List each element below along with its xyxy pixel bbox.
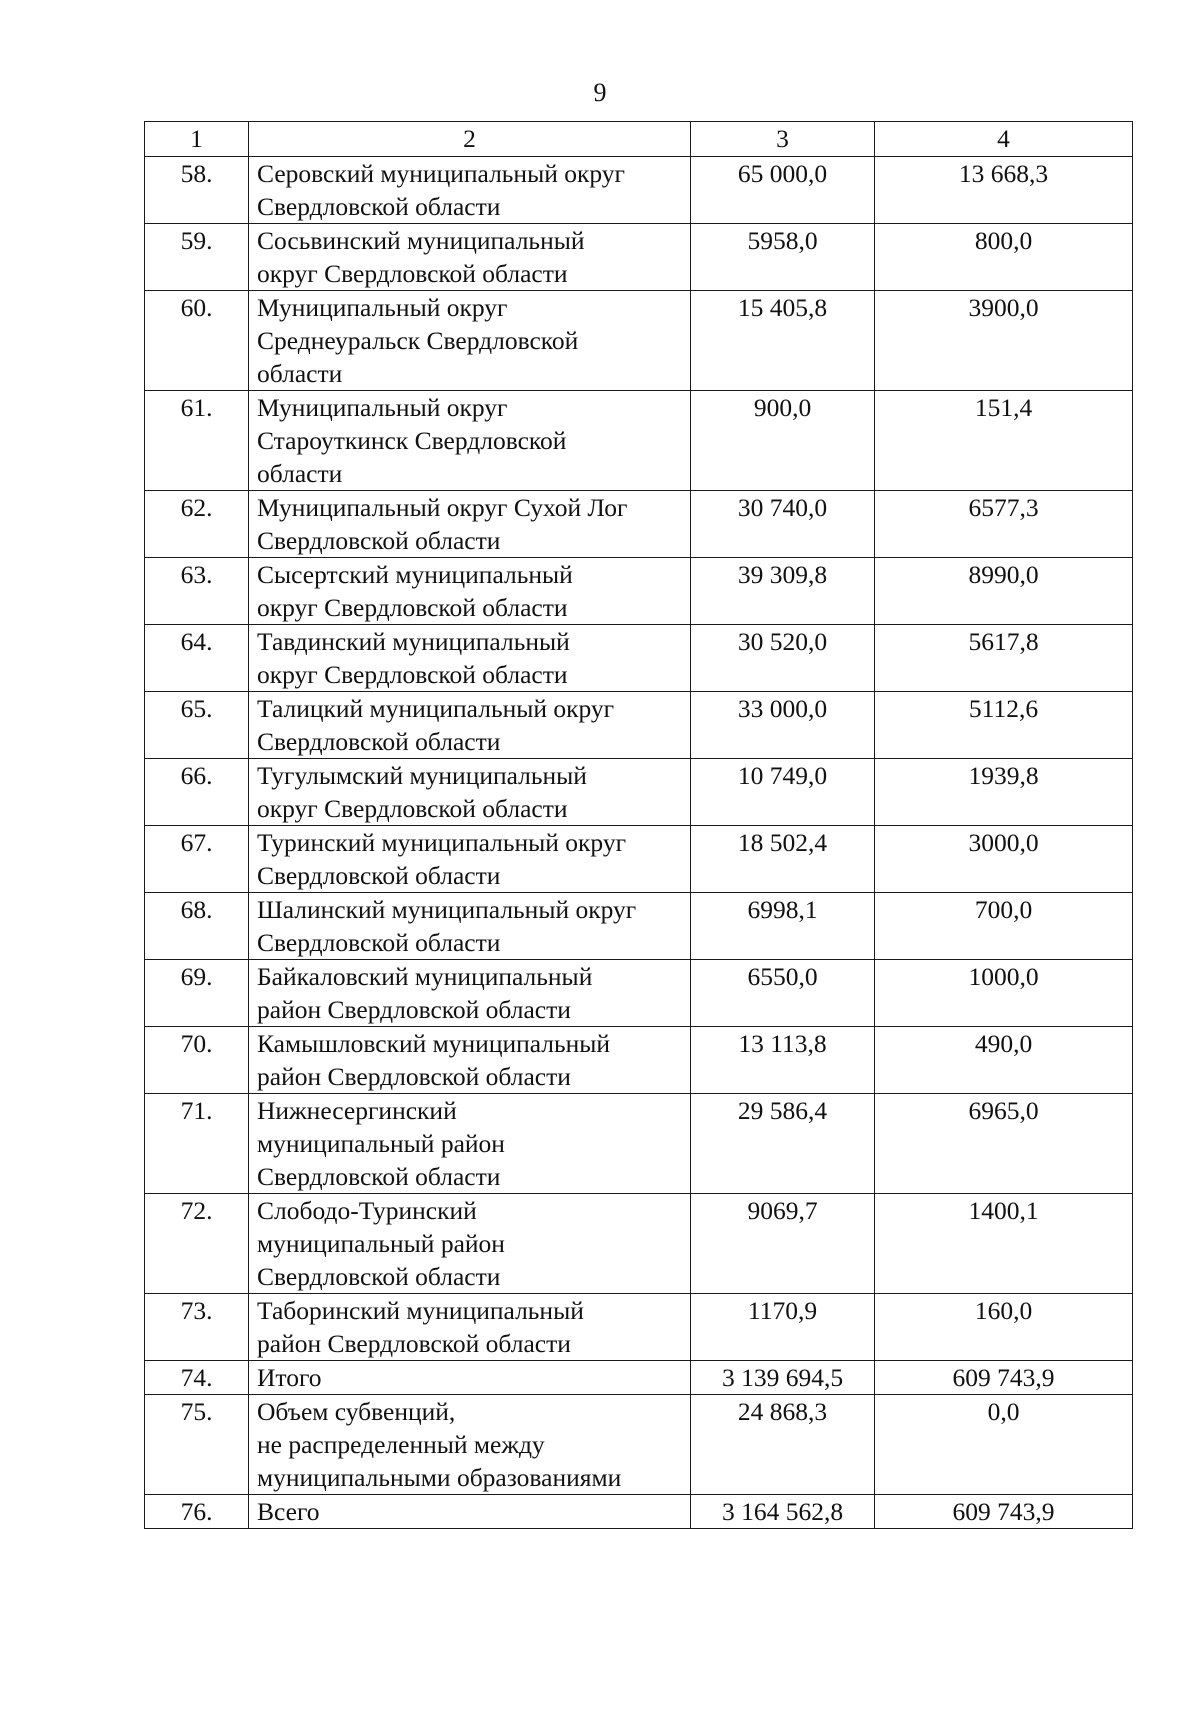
value-col-4: 3000,0 bbox=[875, 826, 1133, 893]
header-col-2: 2 bbox=[249, 122, 691, 157]
table-row bbox=[145, 960, 1133, 1027]
table-row bbox=[145, 224, 1133, 291]
value-col-4: 490,0 bbox=[875, 1027, 1133, 1094]
municipality-name bbox=[249, 1395, 691, 1495]
value-col-4: 151,4 bbox=[875, 391, 1133, 491]
row-number: 68. bbox=[145, 893, 249, 960]
municipality-name bbox=[249, 157, 691, 224]
table-header-row bbox=[145, 122, 1133, 157]
row-number: 71. bbox=[145, 1094, 249, 1194]
municipality-name-line: Талицкий муниципальный округ bbox=[257, 694, 615, 723]
row-number: 61. bbox=[145, 391, 249, 491]
value-col-4: 6965,0 bbox=[875, 1094, 1133, 1194]
value-col-3: 10 749,0 bbox=[691, 759, 875, 826]
municipality-name-line: Тугулымский муниципальный bbox=[257, 761, 587, 790]
value-col-4: 8990,0 bbox=[875, 558, 1133, 625]
value-col-3: 33 000,0 bbox=[691, 692, 875, 759]
municipality-name-line: Староуткинск Свердловской bbox=[257, 426, 567, 455]
municipality-name bbox=[249, 960, 691, 1027]
municipality-name-line: Муниципальный округ Сухой Лог bbox=[257, 493, 628, 522]
municipality-name-line: муниципальными образованиями bbox=[257, 1463, 622, 1492]
value-col-3: 30 520,0 bbox=[691, 625, 875, 692]
municipality-name bbox=[249, 1194, 691, 1294]
municipality-name-line: район Свердловской области bbox=[257, 995, 571, 1024]
municipality-name bbox=[249, 893, 691, 960]
municipality-name-line: Всего bbox=[257, 1497, 320, 1526]
value-col-4: 0,0 bbox=[875, 1395, 1133, 1495]
value-col-3: 5958,0 bbox=[691, 224, 875, 291]
allocation-table bbox=[144, 121, 1133, 1529]
municipality-name bbox=[249, 491, 691, 558]
table-row bbox=[145, 625, 1133, 692]
municipality-name bbox=[249, 1495, 691, 1529]
table-row bbox=[145, 1027, 1133, 1094]
value-col-3: 3 164 562,8 bbox=[691, 1495, 875, 1529]
municipality-name-line: Байкаловский муниципальный bbox=[257, 962, 593, 991]
municipality-name-line: Сосьвинский муниципальный bbox=[257, 226, 585, 255]
municipality-name-line: Свердловской области bbox=[257, 1162, 501, 1191]
table-row bbox=[145, 1495, 1133, 1529]
municipality-name-line: округ Свердловской области bbox=[257, 794, 568, 823]
municipality-name-line: Муниципальный округ bbox=[257, 393, 508, 422]
municipality-name bbox=[249, 558, 691, 625]
value-col-3: 900,0 bbox=[691, 391, 875, 491]
row-number: 60. bbox=[145, 291, 249, 391]
row-number: 70. bbox=[145, 1027, 249, 1094]
municipality-name-line: Свердловской области bbox=[257, 861, 501, 890]
header-col-3: 3 bbox=[691, 122, 875, 157]
value-col-3: 65 000,0 bbox=[691, 157, 875, 224]
municipality-name-line: области bbox=[257, 359, 343, 388]
municipality-name bbox=[249, 1027, 691, 1094]
table-row bbox=[145, 893, 1133, 960]
municipality-name-line: не распределенный между bbox=[257, 1430, 545, 1459]
value-col-4: 3900,0 bbox=[875, 291, 1133, 391]
row-number: 69. bbox=[145, 960, 249, 1027]
municipality-name bbox=[249, 224, 691, 291]
value-col-3: 13 113,8 bbox=[691, 1027, 875, 1094]
value-col-3: 9069,7 bbox=[691, 1194, 875, 1294]
table-row bbox=[145, 1395, 1133, 1495]
value-col-4: 13 668,3 bbox=[875, 157, 1133, 224]
municipality-name bbox=[249, 391, 691, 491]
municipality-name-line: Камышловский муниципальный bbox=[257, 1029, 611, 1058]
value-col-4: 1939,8 bbox=[875, 759, 1133, 826]
table-row bbox=[145, 491, 1133, 558]
value-col-4: 160,0 bbox=[875, 1294, 1133, 1361]
municipality-name-line: Шалинский муниципальный округ bbox=[257, 895, 637, 924]
value-col-3: 3 139 694,5 bbox=[691, 1361, 875, 1395]
municipality-name bbox=[249, 826, 691, 893]
table-row bbox=[145, 157, 1133, 224]
municipality-name-line: муниципальный район bbox=[257, 1129, 505, 1158]
municipality-name bbox=[249, 1094, 691, 1194]
value-col-4: 5112,6 bbox=[875, 692, 1133, 759]
table-row bbox=[145, 1361, 1133, 1395]
value-col-4: 700,0 bbox=[875, 893, 1133, 960]
municipality-name-line: Свердловской области bbox=[257, 192, 501, 221]
municipality-name-line: Муниципальный округ bbox=[257, 293, 508, 322]
value-col-4: 609 743,9 bbox=[875, 1495, 1133, 1529]
value-col-4: 1000,0 bbox=[875, 960, 1133, 1027]
row-number: 72. bbox=[145, 1194, 249, 1294]
row-number: 75. bbox=[145, 1395, 249, 1495]
value-col-4: 609 743,9 bbox=[875, 1361, 1133, 1395]
value-col-3: 29 586,4 bbox=[691, 1094, 875, 1194]
value-col-4: 1400,1 bbox=[875, 1194, 1133, 1294]
value-col-3: 24 868,3 bbox=[691, 1395, 875, 1495]
row-number: 64. bbox=[145, 625, 249, 692]
table-row bbox=[145, 1194, 1133, 1294]
table-row bbox=[145, 558, 1133, 625]
table-row bbox=[145, 826, 1133, 893]
municipality-name-line: район Свердловской области bbox=[257, 1329, 571, 1358]
table-row bbox=[145, 391, 1133, 491]
value-col-3: 6998,1 bbox=[691, 893, 875, 960]
page-number: 9 bbox=[593, 78, 607, 107]
municipality-name-line: округ Свердловской области bbox=[257, 660, 568, 689]
table-row bbox=[145, 1294, 1133, 1361]
value-col-3: 30 740,0 bbox=[691, 491, 875, 558]
municipality-name-line: Слободо-Туринский bbox=[257, 1196, 477, 1225]
row-number: 74. bbox=[145, 1361, 249, 1395]
municipality-name-line: Свердловской области bbox=[257, 727, 501, 756]
header-col-1: 1 bbox=[145, 122, 249, 157]
municipality-name-line: Туринский муниципальный округ bbox=[257, 828, 627, 857]
municipality-name-line: Свердловской области bbox=[257, 526, 501, 555]
municipality-name-line: муниципальный район bbox=[257, 1229, 505, 1258]
row-number: 59. bbox=[145, 224, 249, 291]
municipality-name-line: Нижнесергинский bbox=[257, 1096, 457, 1125]
value-col-4: 5617,8 bbox=[875, 625, 1133, 692]
municipality-name-line: округ Свердловской области bbox=[257, 259, 568, 288]
municipality-name-line: Свердловской области bbox=[257, 1262, 501, 1291]
municipality-name-line: Среднеуральск Свердловской bbox=[257, 326, 579, 355]
table-row bbox=[145, 759, 1133, 826]
municipality-name bbox=[249, 625, 691, 692]
municipality-name bbox=[249, 1294, 691, 1361]
row-number: 58. bbox=[145, 157, 249, 224]
row-number: 63. bbox=[145, 558, 249, 625]
row-number: 76. bbox=[145, 1495, 249, 1529]
row-number: 62. bbox=[145, 491, 249, 558]
municipality-name-line: Свердловской области bbox=[257, 928, 501, 957]
table-row bbox=[145, 291, 1133, 391]
municipality-name bbox=[249, 692, 691, 759]
municipality-name-line: области bbox=[257, 459, 343, 488]
value-col-3: 6550,0 bbox=[691, 960, 875, 1027]
value-col-4: 6577,3 bbox=[875, 491, 1133, 558]
municipality-name bbox=[249, 291, 691, 391]
row-number: 73. bbox=[145, 1294, 249, 1361]
value-col-3: 1170,9 bbox=[691, 1294, 875, 1361]
municipality-name bbox=[249, 759, 691, 826]
row-number: 66. bbox=[145, 759, 249, 826]
table-row bbox=[145, 692, 1133, 759]
municipality-name-line: район Свердловской области bbox=[257, 1062, 571, 1091]
municipality-name-line: Таборинский муниципальный bbox=[257, 1296, 584, 1325]
municipality-name-line: Серовский муниципальный округ bbox=[257, 159, 625, 188]
value-col-3: 18 502,4 bbox=[691, 826, 875, 893]
municipality-name-line: Итого bbox=[257, 1363, 322, 1392]
value-col-4: 800,0 bbox=[875, 224, 1133, 291]
row-number: 67. bbox=[145, 826, 249, 893]
municipality-name-line: Сысертский муниципальный bbox=[257, 560, 573, 589]
table-row bbox=[145, 1094, 1133, 1194]
municipality-name-line: округ Свердловской области bbox=[257, 593, 568, 622]
municipality-name-line: Объем субвенций, bbox=[257, 1397, 456, 1426]
header-col-4: 4 bbox=[875, 122, 1133, 157]
municipality-name-line: Тавдинский муниципальный bbox=[257, 627, 570, 656]
municipality-name bbox=[249, 1361, 691, 1395]
value-col-3: 15 405,8 bbox=[691, 291, 875, 391]
value-col-3: 39 309,8 bbox=[691, 558, 875, 625]
row-number: 65. bbox=[145, 692, 249, 759]
